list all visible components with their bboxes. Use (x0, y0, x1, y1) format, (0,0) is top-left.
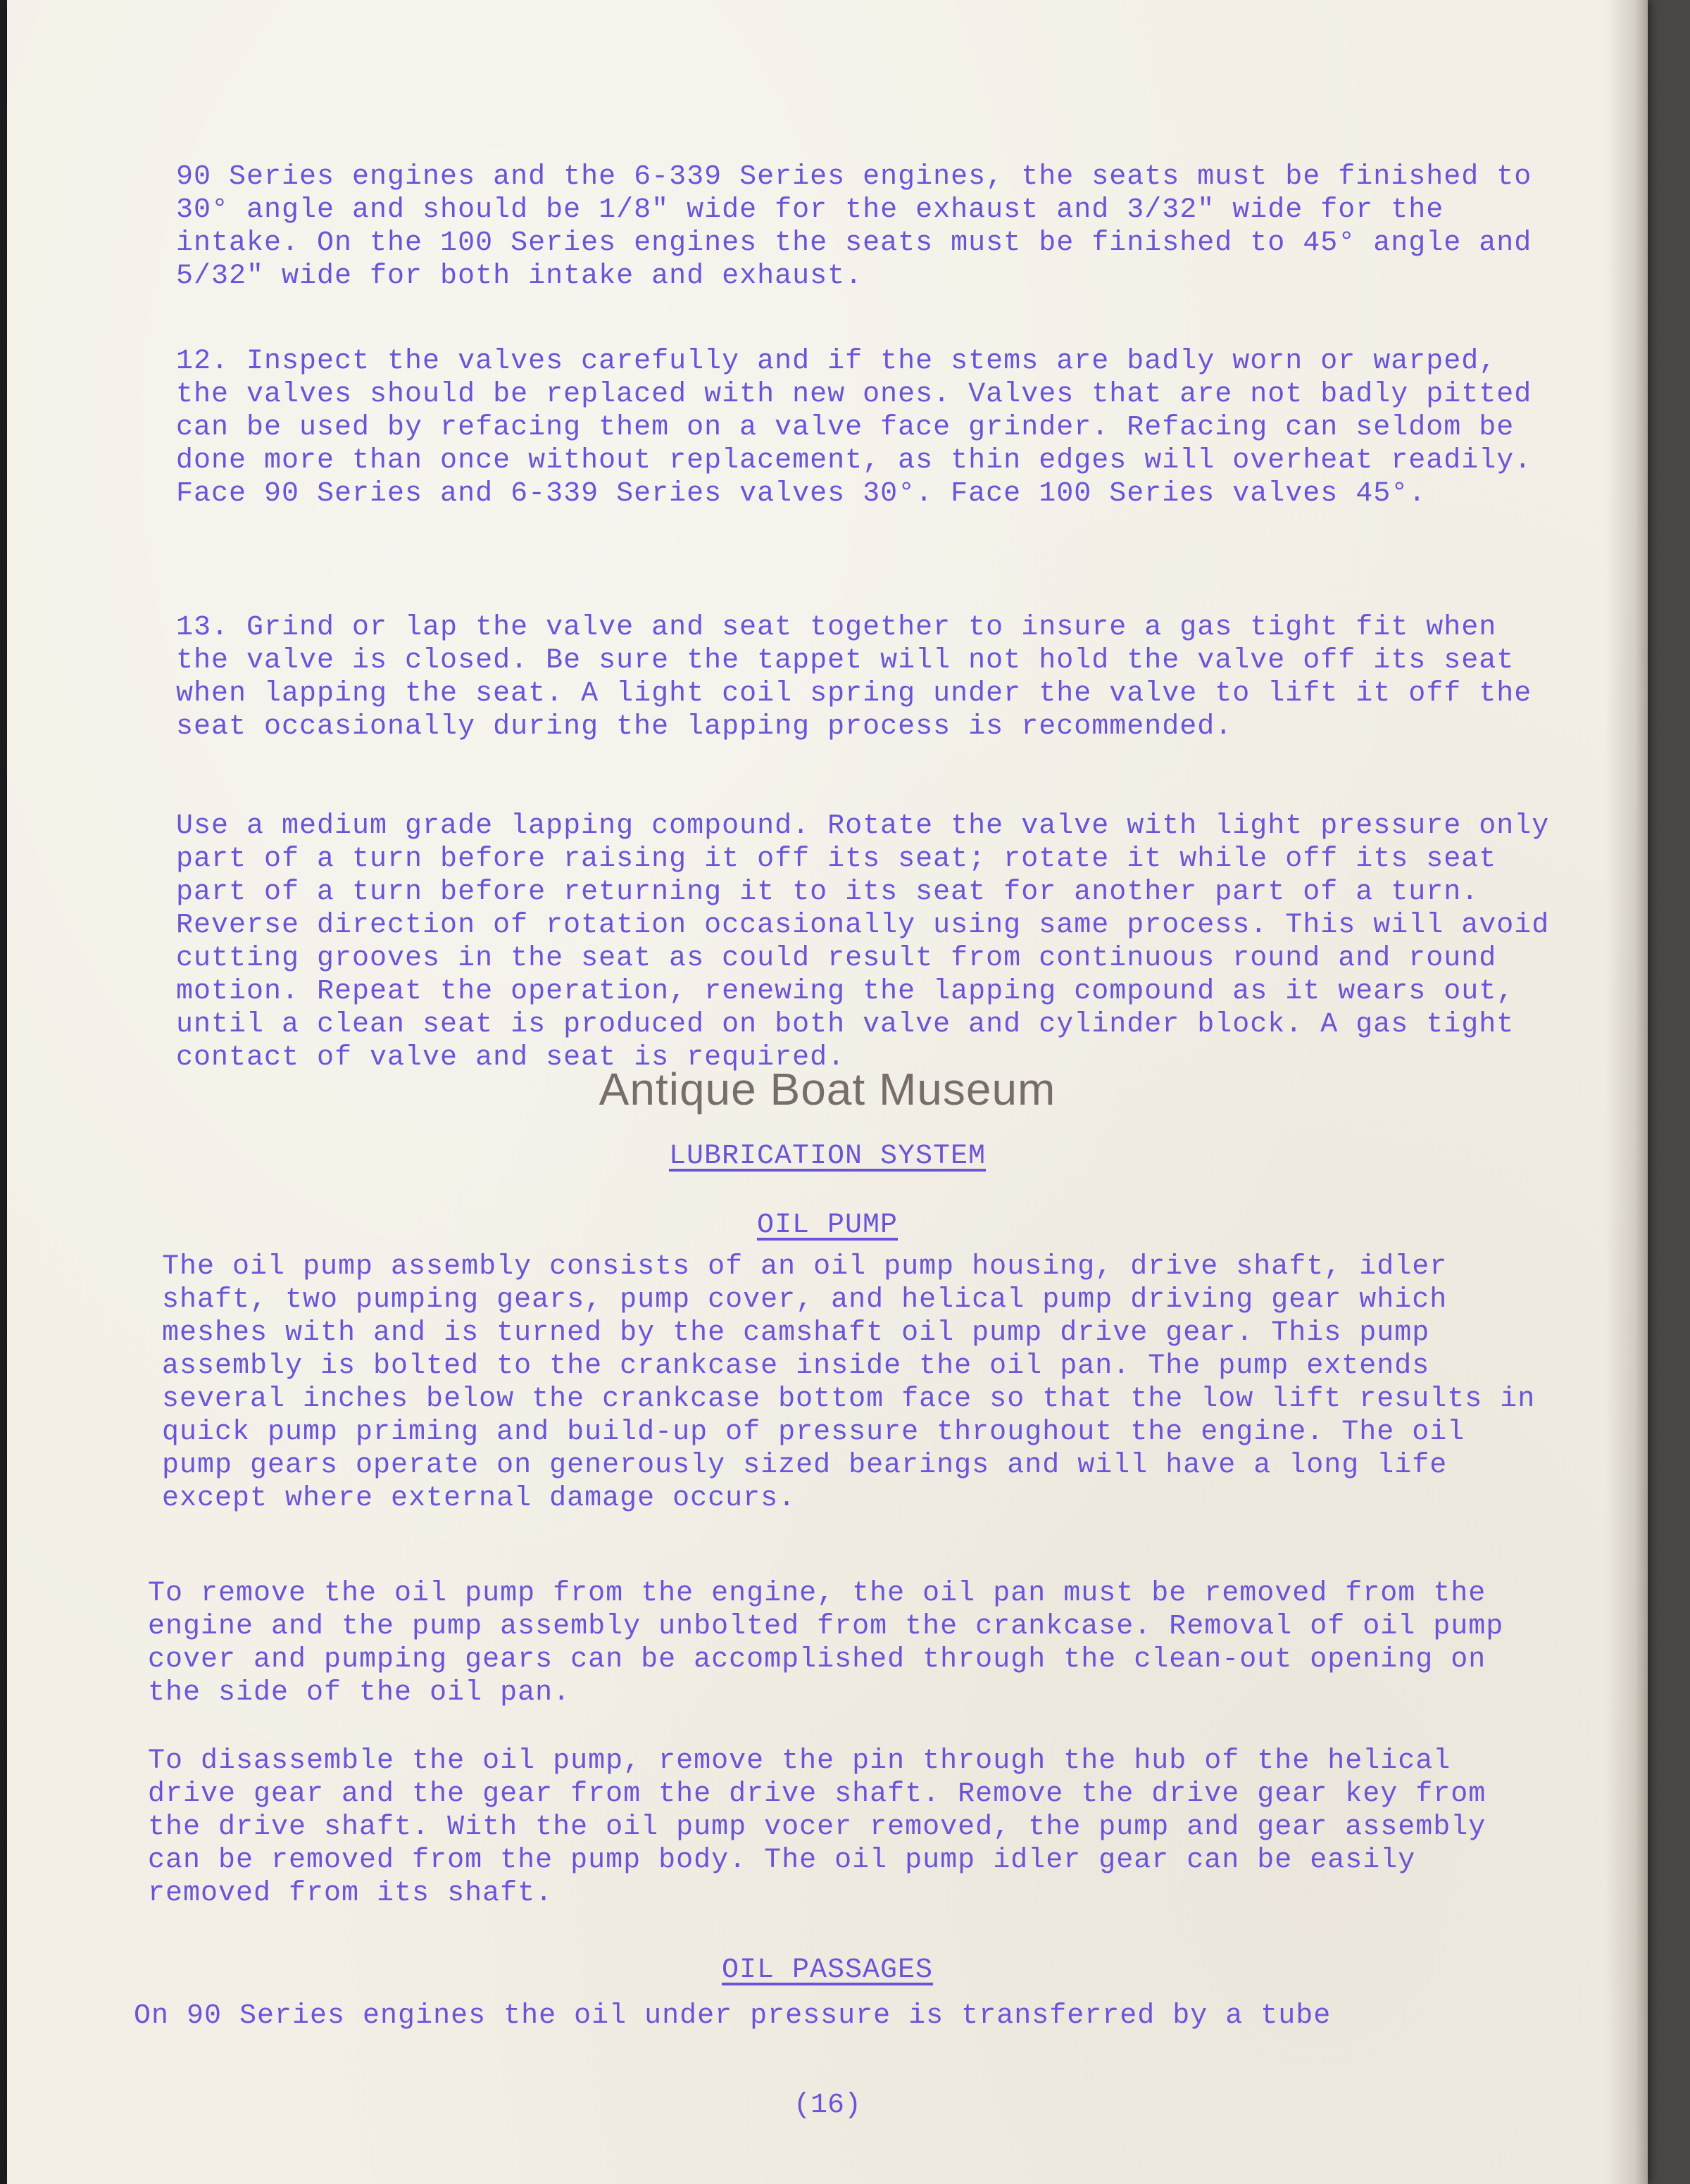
heading-oil-pump (7, 1210, 1648, 1241)
paragraph-lapping: Use a medium grade lapping compound. Rotate the valve with light pressure only part of a turn before raising it off its seat; rotate it while off its seat part of a turn before returning it to its seat for another part of a turn. Reverse direction of rotation occasionally using same process. This will avoid cutting grooves in the seat as could result from continuous round and round motion. Repeat the operation, renewing the lapping compound as it wears out, until a clean seat is produced on both valve and cylinder block. A gas tight contact of valve and seat is required. (176, 810, 1550, 1074)
heading-oil-passages (7, 1954, 1648, 1986)
heading-lubrication-text: LUBRICATION SYSTEM (668, 1141, 987, 1172)
paragraph-remove-oil-pump: To remove the oil pump from the engine, the oil pan must be removed from the engine and the pump assembly unbolted from the crankcase. Removal of oil pump cover and pumping gears can be accomplished through the clean-out opening on the side of the oil pan. (148, 1578, 1504, 1709)
watermark: Antique Boat Museum (599, 1064, 1056, 1115)
paragraph-valve-seats: 90 Series engines and the 6-339 Series engines, the seats must be finished to 30° angle and should be 1/8" wide for the exhaust and 3/32" wide for the intake. On the 100 Series engines the seats must be finished to 45° angle and 5/32" wide for both intake and exhaust. (176, 161, 1532, 292)
heading-oil-passages-text: OIL PASSAGES (721, 1954, 934, 1986)
document-page (7, 0, 1648, 2184)
paragraph-step-13: 13. Grind or lap the valve and seat together to insure a gas tight fit when the valve is closed. Be sure the tappet will not hold the valve off its seat when lapping the seat. A light coil spring under the valve to lift it off the seat occasionally during the lapping process is recommended. (176, 612, 1532, 743)
paragraph-disassemble-oil-pump: To disassemble the oil pump, remove the pin through the hub of the helical drive gear and the gear from the drive shaft. Remove the drive gear key from the drive shaft. With the oil pump vocer removed, the pump and gear assembly can be removed from the pump body. The oil pump idler gear can be easily removed from its shaft. (148, 1745, 1486, 1909)
paragraph-step-12: 12. Inspect the valves carefully and if the stems are badly worn or warped, the valves should be replaced with new ones. Valves that are not badly pitted can be used by refacing them on a valve face grinder. Refacing can seldom be done more than once without replacement, as thin edges will overheat readily. Face 90 Series and 6-339 Series valves 30°. Face 100 Series valves 45°. (176, 346, 1532, 510)
paragraph-oil-pump-assembly: The oil pump assembly consists of an oil pump housing, drive shaft, idler shaft, two pumping gears, pump cover, and helical pump driving gear which meshes with and is turned by the camshaft oil pump drive gear. This pump assembly is bolted to the crankcase inside the oil pan. The pump extends several inches below the crankcase bottom face so that the low lift results in quick pump priming and build-up of pressure throughout the engine. The oil pump gears operate on generously sized bearings and will have a long life except where external damage occurs. (162, 1251, 1536, 1514)
paragraph-oil-passages: On 90 Series engines the oil under pressure is transferred by a tube (134, 2000, 1332, 2032)
page-number: (16) (793, 2090, 861, 2121)
heading-lubrication-system (7, 1141, 1648, 1172)
heading-oil-pump-text: OIL PUMP (756, 1210, 899, 1241)
